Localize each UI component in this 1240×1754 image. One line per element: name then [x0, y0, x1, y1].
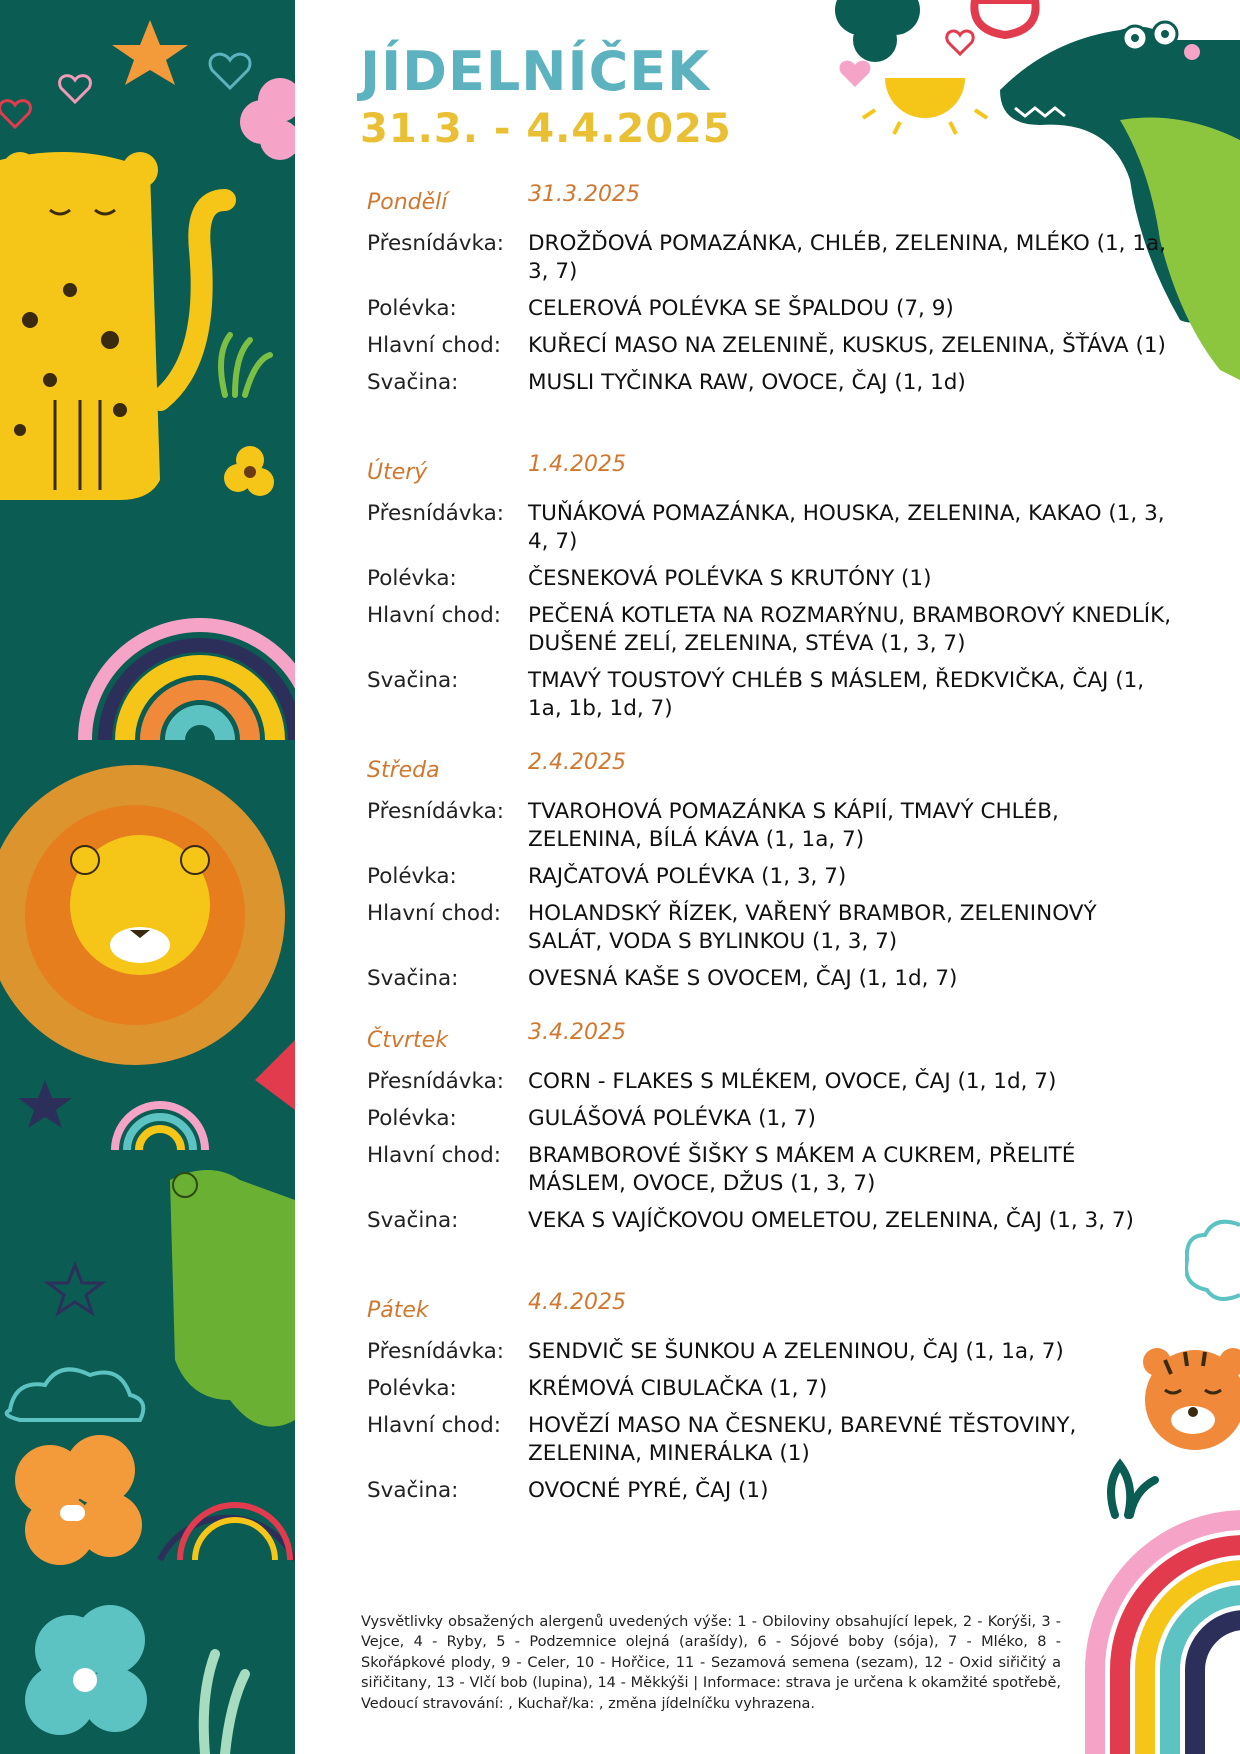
meal-label: Hlavní chod: [367, 333, 501, 358]
meal-row-breakfast [367, 1068, 1177, 1096]
meal-row-breakfast [367, 500, 1177, 556]
meal-label: Přesnídávka: [367, 501, 505, 526]
meal-row-soup [367, 863, 1177, 891]
meal-label: Přesnídávka: [367, 1339, 505, 1364]
day-tuesday [367, 452, 1177, 732]
page-title: JÍDELNÍČEK [360, 40, 710, 103]
day-wednesday [367, 750, 1177, 1002]
rainbow-illustration [1095, 1520, 1240, 1754]
meal-text: KRÉMOVÁ CIBULAČKA (1, 7) [528, 1376, 828, 1401]
meal-label: Hlavní chod: [367, 1413, 501, 1438]
meal-text: GULÁŠOVÁ POLÉVKA (1, 7) [528, 1106, 816, 1131]
day-date: 2.4.2025 [528, 750, 626, 775]
meal-text: OVESNÁ KAŠE S OVOCEM, ČAJ (1, 1d, 7) [528, 966, 958, 991]
meal-label: Svačina: [367, 370, 459, 395]
meal-label: Svačina: [367, 668, 459, 693]
meal-label: Hlavní chod: [367, 901, 501, 926]
meal-row-main [367, 1142, 1177, 1198]
day-date: 3.4.2025 [528, 1020, 626, 1045]
meal-label: Polévka: [367, 1106, 457, 1131]
day-name: Úterý [367, 460, 428, 485]
meal-row-main [367, 1412, 1177, 1468]
date-range: 31.3. - 4.4.2025 [360, 106, 732, 152]
cloud-icon [7, 1369, 144, 1420]
day-date: 31.3.2025 [528, 182, 640, 207]
day-name: Pondělí [367, 190, 448, 215]
meal-text: TMAVÝ TOUSTOVÝ CHLÉB S MÁSLEM, ŘEDKVIČKA, ČAJ (1, 1a, 1b, 1d, 7) [528, 668, 1145, 721]
meal-text: OVOCNÉ PYRÉ, ČAJ (1) [528, 1478, 769, 1503]
meal-row-main [367, 900, 1177, 956]
day-date: 1.4.2025 [528, 452, 626, 477]
lion-illustration [0, 765, 285, 1065]
meal-label: Hlavní chod: [367, 1143, 501, 1168]
meal-row-breakfast [367, 1338, 1177, 1366]
heart-icon [0, 54, 250, 127]
day-monday [367, 182, 1177, 406]
meal-label: Přesnídávka: [367, 799, 505, 824]
decorative-sidebar [0, 0, 295, 1754]
meal-label: Přesnídávka: [367, 1069, 505, 1094]
meal-label: Polévka: [367, 864, 457, 889]
day-date: 4.4.2025 [528, 1290, 626, 1315]
sidebar-illustrations [0, 0, 295, 1754]
meal-label: Přesnídávka: [367, 231, 505, 256]
apple-icon [974, 0, 1035, 35]
meal-row-snack [367, 965, 1177, 993]
sun-icon [863, 78, 987, 134]
meal-text: CELEROVÁ POLÉVKA SE ŠPALDOU (7, 9) [528, 296, 954, 321]
meal-row-snack [367, 1207, 1177, 1235]
meal-text: ČESNEKOVÁ POLÉVKA S KRUTÓNY (1) [528, 566, 932, 591]
day-friday [367, 1290, 1177, 1514]
rainbow-illustration [85, 625, 295, 740]
meal-text: HOVĚZÍ MASO NA ČESNEKU, BAREVNÉ TĚSTOVINY, ZELENINA, MINERÁLKA (1) [528, 1413, 1077, 1466]
meal-label: Polévka: [367, 296, 457, 321]
meal-row-soup [367, 565, 1177, 593]
meal-text: TVAROHOVÁ POMAZÁNKA S KÁPIÍ, TMAVÝ CHLÉB, ZELENINA, BÍLÁ KÁVA (1, 1a, 7) [528, 799, 1059, 852]
meal-text: VEKA S VAJÍČKOVOU OMELETOU, ZELENINA, ČAJ (1, 3, 7) [528, 1208, 1134, 1233]
meal-row-soup [367, 1105, 1177, 1133]
meal-row-breakfast [367, 230, 1177, 286]
day-thursday [367, 1020, 1177, 1244]
meal-text: TUŇÁKOVÁ POMAZÁNKA, HOUSKA, ZELENINA, KAKAO (1, 3, 4, 7) [528, 501, 1165, 554]
meal-row-snack [367, 667, 1177, 723]
meal-text: RAJČATOVÁ POLÉVKA (1, 3, 7) [528, 864, 847, 889]
meal-text: DROŽĎOVÁ POMAZÁNKA, CHLÉB, ZELENINA, MLÉKO (1, 1a, 3, 7) [528, 231, 1167, 284]
flower-icon [15, 1435, 147, 1735]
meal-text: PEČENÁ KOTLETA NA ROZMARÝNU, BRAMBOROVÝ KNEDLÍK, DUŠENÉ ZELÍ, ZELENINA, STÉVA (1, 3, 7) [528, 603, 1172, 656]
meal-row-main [367, 332, 1177, 360]
star-icon [112, 20, 188, 85]
flower-icon [835, 0, 920, 62]
meal-row-soup [367, 295, 1177, 323]
meal-label: Hlavní chod: [367, 603, 501, 628]
meal-text: CORN - FLAKES S MLÉKEM, OVOCE, ČAJ (1, 1d, 7) [528, 1069, 1057, 1094]
meal-label: Svačina: [367, 1478, 459, 1503]
meal-label: Svačina: [367, 1208, 459, 1233]
day-name: Čtvrtek [367, 1028, 448, 1053]
day-name: Středa [367, 758, 440, 783]
meal-text: KUŘECÍ MASO NA ZELENINĚ, KUSKUS, ZELENINA, ŠŤÁVA (1) [528, 333, 1166, 358]
flower-icon [224, 78, 295, 496]
meal-row-snack [367, 1477, 1177, 1505]
day-name: Pátek [367, 1298, 429, 1323]
meal-label: Polévka: [367, 1376, 457, 1401]
allergen-footnote: Vysvětlivky obsažených alergenů uvedených výše: 1 - Obiloviny obsahující lepek, 2 - Korýši, 3 - Vejce, 4 - Ryby, 5 - Podzemnice olejná (arašídy), 6 - Sójové boby (sója), 7 - Mléko, 8 - Skořápkové plody, 9 - Celer, 10 - Hořčice, 11 - Sezamová semena (sezam), 12 - Oxid siřičitý a siřičitany, 13 - Vlčí bob (lupina), 14 - Měkkýši | Informace: strava je určena k okamžité spotřebě, Vedoucí stravování: , Kuchař/ka: , změna jídelníčku vyhrazena. [361, 1613, 1061, 1712]
meal-label: Polévka: [367, 566, 457, 591]
meal-label: Svačina: [367, 966, 459, 991]
meal-text: MUSLI TYČINKA RAW, OVOCE, ČAJ (1, 1d) [528, 370, 966, 395]
star-icon [18, 1080, 102, 1313]
leopard-illustration [0, 152, 225, 500]
meal-text: SENDVIČ SE ŠUNKOU A ZELENINOU, ČAJ (1, 1a, 7) [528, 1339, 1064, 1364]
meal-row-soup [367, 1375, 1177, 1403]
meal-row-main [367, 602, 1177, 658]
meal-text: BRAMBOROVÉ ŠIŠKY S MÁKEM A CUKREM, PŘELITÉ MÁSLEM, OVOCE, DŽUS (1, 3, 7) [528, 1143, 1076, 1196]
meal-text: HOLANDSKÝ ŘÍZEK, VAŘENÝ BRAMBOR, ZELENINOVÝ SALÁT, VODA S BYLINKOU (1, 3, 7) [528, 901, 1097, 954]
meal-row-snack [367, 369, 1177, 397]
meal-row-breakfast [367, 798, 1177, 854]
cloud-icon [1185, 1215, 1240, 1305]
